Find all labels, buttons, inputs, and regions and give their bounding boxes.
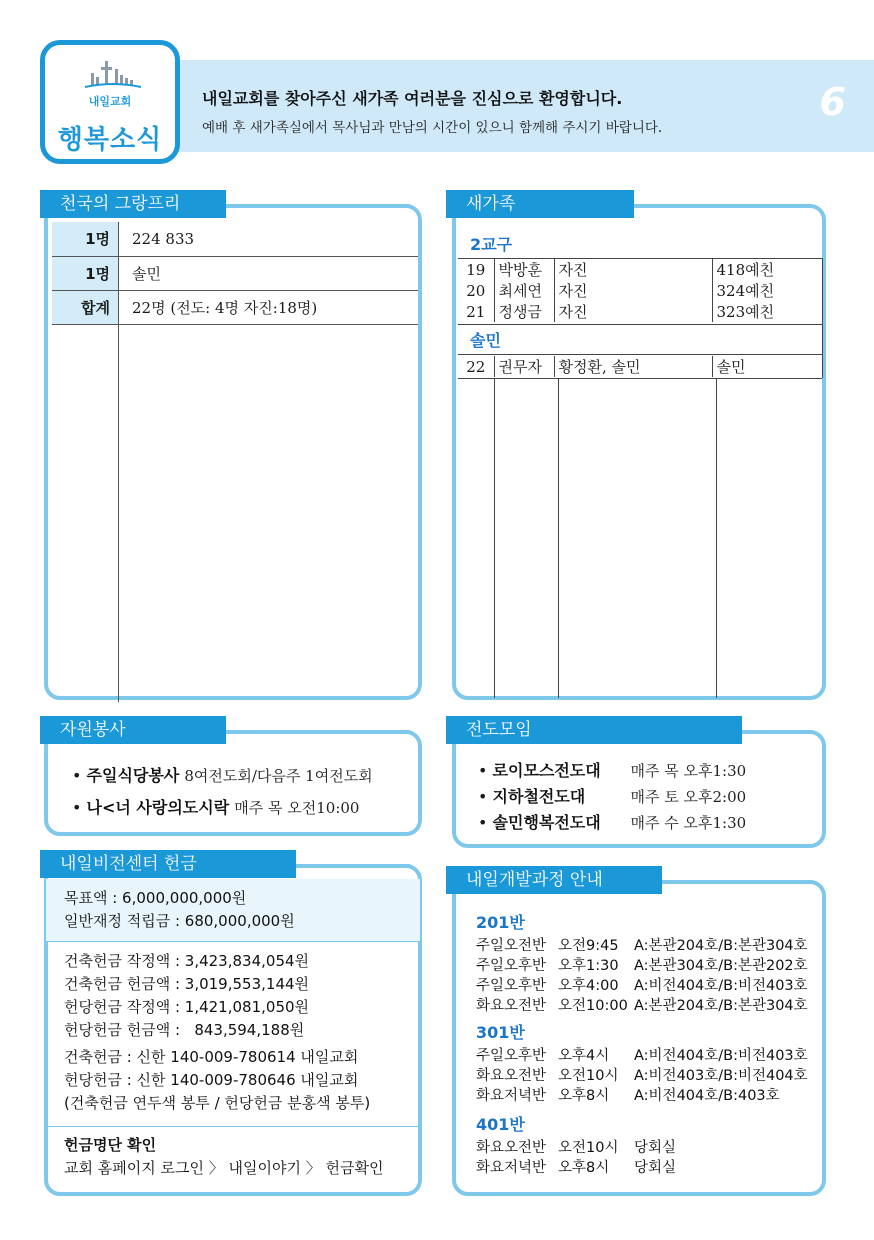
goal-amount: 목표액 : 6,000,000,000원	[64, 889, 247, 907]
grandprix-table	[52, 222, 418, 325]
class-day: 화요오전반	[476, 998, 547, 1014]
class-row	[476, 1156, 676, 1177]
course-tab-line	[660, 880, 812, 884]
page-number: 6	[819, 80, 846, 124]
class-day: 주일오후반	[476, 958, 547, 974]
grandprix-tab-line	[220, 204, 410, 208]
list-item: • 로이모스전도대 매주 목 오후1:30	[478, 758, 746, 784]
class-title: 201반	[476, 913, 525, 932]
logo-box	[40, 40, 180, 164]
amount-line: 헌당헌금 헌금액 : 843,594,188원	[64, 1021, 305, 1039]
member-note: 솔민	[716, 358, 746, 376]
member-name: 박방훈	[494, 259, 554, 280]
account-line: 건축헌금 : 신한 140-009-780614 내일교회	[64, 1048, 359, 1066]
grandprix-value: 솔민	[118, 256, 418, 290]
list-item: • 솔민행복전도대 매주 수 오후1:30	[478, 810, 746, 836]
class-time: 오전10:00	[558, 998, 628, 1014]
row-number: 20	[458, 280, 494, 301]
newfamily-column-line	[716, 378, 717, 698]
logo-text: 내일교회	[88, 95, 132, 108]
evangelism-tab: 전도모임	[446, 716, 742, 744]
offering-amounts	[64, 950, 309, 1042]
newfamily-column-line	[558, 378, 559, 698]
grandprix-value: 224 833	[118, 222, 418, 256]
table-row	[458, 280, 822, 301]
volunteer-tab-line	[220, 730, 410, 734]
newfamily-group-title: 2교구	[470, 235, 513, 254]
row-number: 21	[458, 301, 494, 322]
member-note: 323예친	[716, 303, 775, 321]
group-name: 로이모스전도대	[492, 761, 601, 780]
member-via: 자진	[554, 280, 712, 301]
table-row	[458, 301, 822, 322]
grandprix-tab: 천국의 그랑프리	[40, 190, 226, 218]
newfamily-table	[458, 259, 822, 322]
class-row	[476, 1084, 780, 1105]
church-cross-logo-icon	[83, 59, 143, 91]
class-day: 주일오후반	[476, 1048, 547, 1064]
table-row	[52, 222, 418, 256]
row-number: 22	[458, 356, 494, 377]
class-room: A:본관204호/B:본관304호	[634, 938, 808, 954]
offering-tab: 내일비전센터 헌금	[40, 850, 296, 878]
class-row	[476, 954, 808, 975]
newfamily-tab-line	[630, 204, 810, 208]
table-row	[52, 256, 418, 290]
class-room: A:비전404호/B:비전403호	[634, 1048, 808, 1064]
offering-check-title: 헌금명단 확인	[64, 1136, 157, 1154]
offering-goal	[64, 887, 295, 933]
amount-line: 헌당헌금 작정액 : 1,421,081,050원	[64, 998, 310, 1016]
class-time: 오전9:45	[558, 938, 619, 954]
class-time: 오후8시	[558, 1160, 610, 1176]
class-row	[476, 994, 808, 1015]
newfamily-group-title: 솔민	[470, 331, 501, 350]
group-name: 지하철전도대	[492, 787, 586, 806]
offering-check	[64, 1134, 383, 1180]
class-day: 화요오전반	[476, 1068, 547, 1084]
group-schedule: 매주 수 오후1:30	[630, 814, 747, 832]
member-via: 황정환, 솔민	[554, 356, 712, 377]
evangelism-list	[478, 758, 746, 836]
course-tab: 내일개발과정 안내	[446, 866, 662, 894]
class-room: A:본관204호/B:본관304호	[634, 998, 808, 1014]
newfamily-tab: 새가족	[446, 190, 634, 218]
list-item: • 주일식당봉사 8여전도회/다음주 1여전도회	[72, 766, 373, 785]
class-day: 화요저녁반	[476, 1088, 547, 1104]
activity-schedule: 매주 목 오전10:00	[234, 799, 360, 817]
class-room: A:비전403호/B:비전404호	[634, 1068, 808, 1084]
class-row	[476, 934, 808, 955]
class-time: 오전10시	[558, 1068, 619, 1084]
newfamily-separator	[458, 354, 822, 355]
newfamily-table	[458, 356, 822, 377]
class-time: 오후8시	[558, 1088, 610, 1104]
class-room: A:비전404호/B:비전403호	[634, 978, 808, 994]
class-room: A:비전404호/B:403호	[634, 1088, 780, 1104]
activity-name: 나<너 사랑의도시락	[86, 798, 230, 817]
amount-line: 건축헌금 헌금액 : 3,019,553,144원	[64, 975, 310, 993]
class-time: 오후1:30	[558, 958, 619, 974]
class-room: 당회실	[634, 1140, 677, 1156]
newfamily-column-line	[822, 258, 823, 378]
class-row	[476, 1064, 808, 1085]
class-row	[476, 974, 808, 995]
grandprix-value: 22명 (전도: 4명 자진:18명)	[118, 290, 418, 324]
amount-line: 건축헌금 작정액 : 3,423,834,054원	[64, 952, 310, 970]
member-note: 324예친	[716, 282, 775, 300]
member-via: 자진	[554, 301, 712, 322]
class-day: 주일오후반	[476, 978, 547, 994]
group-schedule: 매주 목 오후1:30	[630, 762, 747, 780]
table-row	[458, 259, 822, 280]
member-via: 자진	[554, 259, 712, 280]
welcome-subtitle: 예배 후 새가족실에서 목사님과 만남의 시간이 있으니 함께해 주시기 바랍니다.	[202, 120, 663, 136]
table-row	[52, 290, 418, 324]
class-title: 301반	[476, 1023, 525, 1042]
welcome-title: 내일교회를 찾아주신 새가족 여러분을 진심으로 환영합니다.	[202, 89, 623, 108]
member-name: 정생금	[494, 301, 554, 322]
account-line: 헌당헌금 : 신한 140-009-780646 내일교회	[64, 1071, 359, 1089]
class-room: 당회실	[634, 1160, 677, 1176]
class-day: 주일오전반	[476, 938, 547, 954]
activity-name: 주일식당봉사	[86, 766, 180, 785]
list-item: • 나<너 사랑의도시락 매주 목 오전10:00	[72, 798, 360, 817]
class-day: 화요저녁반	[476, 1160, 547, 1176]
class-row	[476, 1044, 808, 1065]
offering-separator	[46, 1126, 420, 1127]
grandprix-label: 1명	[52, 256, 118, 290]
newfamily-separator	[458, 324, 822, 325]
class-time: 오전10시	[558, 1140, 619, 1156]
class-time: 오후4:00	[558, 978, 619, 994]
member-name: 최세연	[494, 280, 554, 301]
table-row	[458, 356, 822, 377]
offering-tab-line	[290, 864, 410, 868]
volunteer-tab: 자원봉사	[40, 716, 226, 744]
list-item: • 지하철전도대 매주 토 오후2:00	[478, 784, 746, 810]
member-note: 418예친	[716, 261, 775, 279]
newfamily-separator	[458, 378, 822, 379]
class-room: A:본관304호/B:본관202호	[634, 958, 808, 974]
member-name: 권무자	[494, 356, 554, 377]
class-time: 오후4시	[558, 1048, 610, 1064]
offering-check-path: 교회 홈페이지 로그인 〉 내일이야기 〉 헌금확인	[64, 1159, 384, 1177]
grandprix-label: 합계	[52, 290, 118, 324]
volunteer-list	[72, 760, 373, 824]
newfamily-column-line	[494, 378, 495, 698]
envelope-note: (건축헌금 연두색 봉투 / 헌당헌금 분홍색 봉투)	[64, 1094, 371, 1112]
class-row	[476, 1136, 676, 1157]
newsletter-title: 행복소식	[57, 125, 163, 155]
group-schedule: 매주 토 오후2:00	[630, 788, 747, 806]
offering-accounts	[64, 1046, 370, 1115]
row-number: 19	[458, 259, 494, 280]
group-name: 솔민행복전도대	[492, 813, 601, 832]
general-reserve: 일반재정 적립금 : 680,000,000원	[64, 912, 295, 930]
class-title: 401반	[476, 1115, 525, 1134]
activity-schedule: 8여전도회/다음주 1여전도회	[184, 767, 373, 785]
class-day: 화요오전반	[476, 1140, 547, 1156]
offering-separator	[46, 941, 420, 942]
grandprix-label: 1명	[52, 222, 118, 256]
